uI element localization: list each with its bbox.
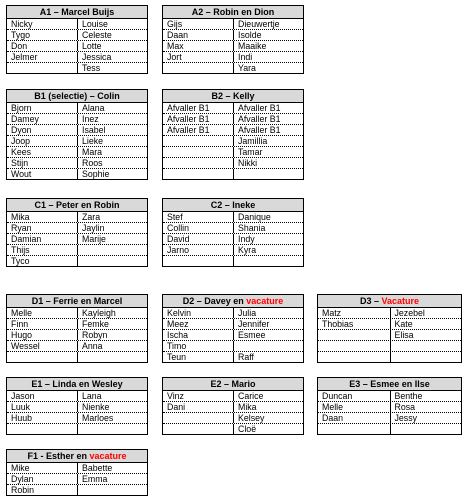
player-name-left: Vinz	[167, 391, 184, 401]
player-name-right	[233, 169, 303, 179]
team-b1	[6, 89, 148, 180]
player-name-right: Jennifer	[233, 319, 303, 329]
player-row	[7, 158, 147, 169]
player-row	[318, 413, 461, 424]
player-name-right: Emma	[77, 474, 147, 484]
player-name-right: Kyra	[233, 245, 303, 255]
player-name-left	[318, 341, 390, 351]
player-row	[163, 256, 303, 266]
player-row	[7, 169, 147, 179]
player-list	[7, 212, 147, 266]
player-name-left: Afvaller B1	[167, 103, 210, 113]
player-row	[318, 402, 461, 413]
player-name-left: David	[167, 234, 190, 244]
player-row	[7, 402, 147, 413]
player-row	[163, 19, 303, 30]
team-title	[7, 450, 147, 463]
player-name-left: Mika	[11, 212, 30, 222]
player-name-left: Thijs	[11, 245, 30, 255]
team-title-text: B2 – Kelly	[211, 91, 255, 101]
player-name-left	[318, 330, 390, 340]
team-title	[163, 295, 303, 308]
player-name-right: Kelsey	[233, 413, 303, 423]
player-list	[163, 19, 303, 73]
player-name-right: Jessica	[77, 52, 147, 62]
vacancy-label: vacature	[246, 296, 284, 306]
player-name-left: Nicky	[11, 19, 33, 29]
player-name-left: Thobias	[322, 319, 354, 329]
player-name-right: Shania	[233, 223, 303, 233]
player-name-right: Roos	[77, 158, 147, 168]
player-row	[163, 330, 303, 341]
team-b2	[162, 89, 304, 180]
team-title	[7, 295, 147, 308]
player-row	[163, 125, 303, 136]
team-d2	[162, 294, 304, 363]
player-row	[7, 485, 147, 495]
player-name-left: Tyco	[11, 256, 30, 266]
team-title	[7, 199, 147, 212]
player-name-left	[163, 136, 233, 146]
player-row	[7, 147, 147, 158]
player-row	[7, 330, 147, 341]
player-list	[7, 103, 147, 179]
player-name-left	[7, 424, 77, 434]
player-row	[7, 341, 147, 352]
player-row	[163, 136, 303, 147]
player-name-right: Julia	[233, 308, 303, 318]
player-name-left: Teun	[167, 352, 187, 362]
player-name-right	[390, 341, 462, 351]
player-name-right	[77, 424, 147, 434]
player-row	[318, 424, 461, 434]
player-name-left: Mike	[11, 463, 30, 473]
team-title	[163, 378, 303, 391]
player-name-right: Jamillia	[233, 136, 303, 146]
player-row	[163, 341, 303, 352]
player-name-left: Damian	[11, 234, 42, 244]
player-row	[7, 474, 147, 485]
player-row	[163, 223, 303, 234]
team-title	[163, 6, 303, 19]
player-name-right: Jezebel	[390, 308, 462, 318]
team-title-text: D3 –	[359, 296, 382, 306]
player-name-left: Matz	[322, 308, 342, 318]
player-name-left: Dylan	[11, 474, 34, 484]
player-row	[318, 319, 461, 330]
player-name-left: Stef	[167, 212, 183, 222]
player-name-right	[77, 352, 147, 362]
team-title	[163, 90, 303, 103]
player-row	[318, 341, 461, 352]
player-name-right: Marloes	[77, 413, 147, 423]
player-name-left: Afvaller B1	[167, 125, 210, 135]
player-name-left: Bjorn	[11, 103, 32, 113]
team-title	[7, 90, 147, 103]
player-name-right: Lana	[77, 391, 147, 401]
player-row	[7, 212, 147, 223]
player-name-left: Dyon	[11, 125, 32, 135]
player-name-left: Jarno	[167, 245, 190, 255]
player-row	[163, 158, 303, 169]
player-name-right: Lotte	[77, 41, 147, 51]
player-name-left: Jason	[11, 391, 35, 401]
player-list	[7, 391, 147, 434]
player-name-right: Benthe	[390, 391, 462, 401]
player-name-left: Luuk	[11, 402, 31, 412]
player-name-right: Tess	[77, 63, 147, 73]
vacancy-label: Vacature	[381, 296, 420, 306]
player-name-right	[390, 352, 462, 362]
player-name-left: Kelvin	[167, 308, 191, 318]
player-name-left: Gijs	[167, 19, 183, 29]
team-title-text: E2 – Mario	[210, 379, 256, 389]
player-row	[7, 391, 147, 402]
player-name-right: Afvaller B1	[233, 125, 303, 135]
player-name-left	[163, 424, 233, 434]
player-name-left: Damey	[11, 114, 39, 124]
player-name-right: Cloë	[233, 424, 303, 434]
player-list	[318, 391, 461, 434]
player-name-left: Ischa	[167, 330, 189, 340]
player-name-left	[163, 413, 233, 423]
player-name-right: Jessy	[390, 413, 462, 423]
player-name-left	[163, 63, 233, 73]
vacancy-label: vacature	[89, 451, 127, 461]
player-list	[163, 212, 303, 266]
player-name-left: Joop	[11, 136, 31, 146]
player-row	[7, 352, 147, 362]
player-name-right: Carice	[233, 391, 303, 401]
player-row	[163, 319, 303, 330]
player-row	[163, 212, 303, 223]
player-row	[7, 308, 147, 319]
player-name-right: Kayleigh	[77, 308, 147, 318]
team-title-text: A2 – Robin en Dion	[191, 7, 275, 17]
player-name-right	[390, 424, 462, 434]
player-name-left	[7, 352, 77, 362]
player-row	[7, 463, 147, 474]
player-name-left: Jort	[167, 52, 182, 62]
team-f1	[6, 449, 148, 496]
player-row	[163, 52, 303, 63]
player-name-right: Mara	[77, 147, 147, 157]
player-list	[7, 308, 147, 362]
player-name-right: Dieuwertje	[233, 19, 303, 29]
team-a1	[6, 5, 148, 74]
player-name-left: Collin	[167, 223, 190, 233]
team-title-text: D1 – Ferrie en Marcel	[31, 296, 123, 306]
player-name-right: Nienke	[77, 402, 147, 412]
player-row	[163, 413, 303, 424]
player-name-right	[233, 256, 303, 266]
player-name-right: Anna	[77, 341, 147, 351]
team-e1	[6, 377, 148, 435]
team-title	[318, 295, 461, 308]
player-name-right: Isolde	[233, 30, 303, 40]
player-list	[7, 463, 147, 495]
player-row	[7, 245, 147, 256]
player-row	[7, 63, 147, 73]
team-title	[7, 378, 147, 391]
team-c1	[6, 198, 148, 267]
player-name-left: Ryan	[11, 223, 32, 233]
player-name-left: Tygo	[11, 30, 31, 40]
player-name-right: Mika	[233, 402, 303, 412]
player-row	[163, 41, 303, 52]
player-row	[7, 319, 147, 330]
player-name-right: Celeste	[77, 30, 147, 40]
player-name-right: Esmee	[233, 330, 303, 340]
team-title-text: E3 – Esmee en Ilse	[349, 379, 430, 389]
player-list	[163, 391, 303, 434]
player-row	[163, 245, 303, 256]
player-name-right: Maaike	[233, 41, 303, 51]
player-name-right: Afvaller B1	[233, 114, 303, 124]
player-row	[7, 424, 147, 434]
player-row	[318, 330, 461, 341]
player-list	[318, 308, 461, 362]
team-title-text: C1 – Peter en Robin	[34, 200, 120, 210]
player-row	[7, 125, 147, 136]
player-name-left	[163, 169, 233, 179]
player-row	[163, 234, 303, 245]
player-name-right: Indy	[233, 234, 303, 244]
player-name-left: Wout	[11, 169, 32, 179]
team-e2	[162, 377, 304, 435]
player-row	[7, 30, 147, 41]
player-name-left	[318, 352, 390, 362]
player-name-left	[163, 256, 233, 266]
player-row	[7, 234, 147, 245]
player-name-right: Rosa	[390, 402, 462, 412]
player-name-left: Hugo	[11, 330, 33, 340]
player-name-left	[7, 63, 77, 73]
player-name-right: Jaylin	[77, 223, 147, 233]
team-title-text: A1 – Marcel Buijs	[39, 7, 115, 17]
player-name-left: Stijn	[11, 158, 29, 168]
player-name-right: Elisa	[390, 330, 462, 340]
player-name-right: Raff	[233, 352, 303, 362]
player-list	[163, 308, 303, 362]
player-list	[163, 103, 303, 179]
player-name-left: Wessel	[11, 341, 40, 351]
player-row	[163, 308, 303, 319]
player-name-right: Sophie	[77, 169, 147, 179]
team-c2	[162, 198, 304, 267]
player-name-right	[233, 341, 303, 351]
player-name-left: Daan	[322, 413, 344, 423]
team-a2	[162, 5, 304, 74]
player-row	[7, 41, 147, 52]
player-name-right	[77, 485, 147, 495]
player-row	[163, 352, 303, 362]
player-name-right: Indi	[233, 52, 303, 62]
player-name-left: Duncan	[322, 391, 353, 401]
player-name-right: Marije	[77, 234, 147, 244]
player-row	[163, 147, 303, 158]
player-name-left: Meez	[167, 319, 189, 329]
player-name-left: Robin	[11, 485, 34, 495]
team-title-text: F1 - Esther en	[27, 451, 90, 461]
player-name-left: Max	[167, 41, 184, 51]
team-title	[7, 6, 147, 19]
player-name-right	[77, 256, 147, 266]
player-name-right	[77, 245, 147, 255]
player-name-right: Afvaller B1	[233, 103, 303, 113]
player-row	[163, 402, 303, 413]
player-name-right: Yara	[233, 63, 303, 73]
player-name-left: Afvaller B1	[167, 114, 210, 124]
player-row	[163, 103, 303, 114]
player-name-right: Zara	[77, 212, 147, 222]
player-name-right: Tamar	[233, 147, 303, 157]
team-title	[318, 378, 461, 391]
team-e3	[317, 377, 462, 435]
player-name-left: Melle	[11, 308, 33, 318]
player-name-right: Robyn	[77, 330, 147, 340]
player-name-right: Lieke	[77, 136, 147, 146]
player-list	[7, 19, 147, 73]
player-name-right: Femke	[77, 319, 147, 329]
player-name-left	[318, 424, 390, 434]
player-row	[163, 424, 303, 434]
player-row	[7, 413, 147, 424]
team-title	[163, 199, 303, 212]
team-title-text: B1 (selectie) – Colin	[34, 91, 120, 101]
player-name-left: Dani	[167, 402, 186, 412]
team-title-text: C2 – Ineke	[210, 200, 256, 210]
player-name-right: Isabel	[77, 125, 147, 135]
player-name-left: Huub	[11, 413, 33, 423]
player-row	[318, 391, 461, 402]
player-name-right: Alana	[77, 103, 147, 113]
player-name-right: Louise	[77, 19, 147, 29]
player-row	[7, 256, 147, 266]
player-name-left: Jelmer	[11, 52, 38, 62]
player-name-right: Danique	[233, 212, 303, 222]
player-name-left: Finn	[11, 319, 29, 329]
player-name-left	[163, 147, 233, 157]
player-row	[7, 114, 147, 125]
team-d1	[6, 294, 148, 363]
player-name-left	[163, 158, 233, 168]
player-row	[7, 136, 147, 147]
player-name-left: Timo	[167, 341, 187, 351]
player-row	[163, 114, 303, 125]
player-name-left: Daan	[167, 30, 189, 40]
player-name-left: Don	[11, 41, 28, 51]
player-row	[163, 30, 303, 41]
team-d3	[317, 294, 462, 363]
player-name-left: Melle	[322, 402, 344, 412]
player-row	[163, 63, 303, 73]
player-name-right: Kate	[390, 319, 462, 329]
player-name-right: Inez	[77, 114, 147, 124]
team-title-text: E1 – Linda en Wesley	[31, 379, 123, 389]
player-row	[7, 103, 147, 114]
player-name-left: Kees	[11, 147, 32, 157]
team-title-text: D2 – Davey en	[182, 296, 247, 306]
player-name-right: Babette	[77, 463, 147, 473]
player-row	[7, 19, 147, 30]
player-row	[7, 52, 147, 63]
player-row	[318, 352, 461, 362]
player-row	[163, 169, 303, 179]
player-name-right: Nikki	[233, 158, 303, 168]
player-row	[318, 308, 461, 319]
player-row	[163, 391, 303, 402]
player-row	[7, 223, 147, 234]
